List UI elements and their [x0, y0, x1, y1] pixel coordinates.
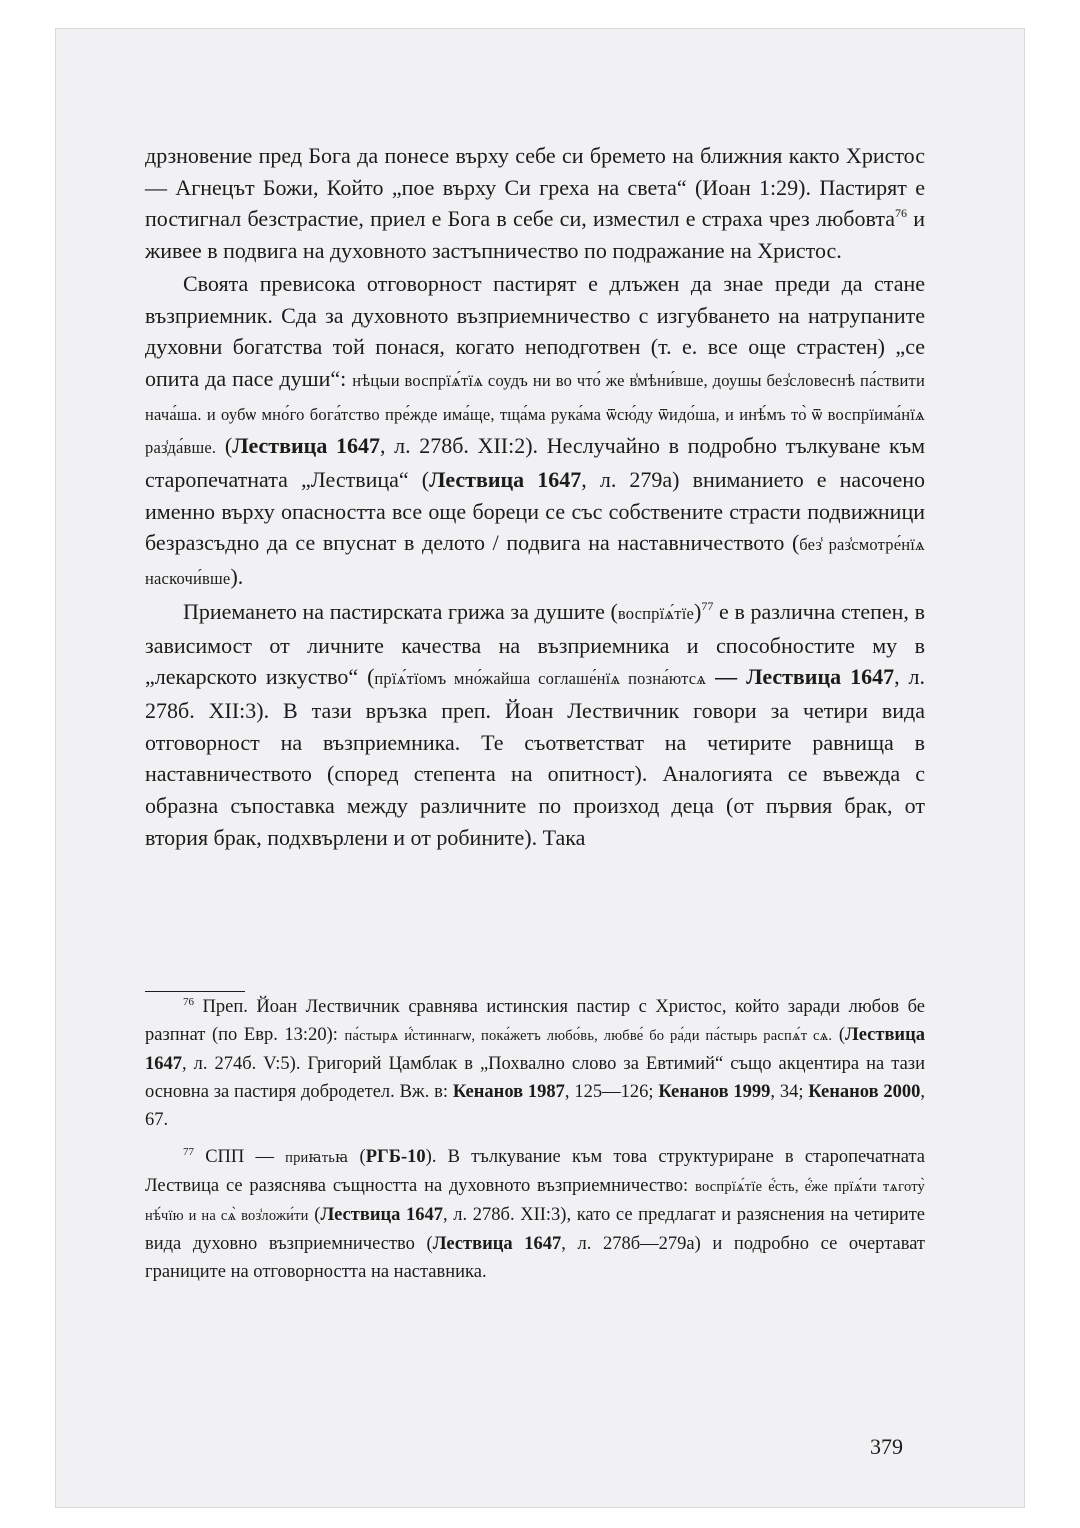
page-number: 379 — [870, 1434, 903, 1459]
source-citation: Лествица 1647 — [432, 1234, 562, 1254]
paragraph-3: Приемането на пастирската грижа за душите (воспрїѧ́тїе)$^{77}$ е в различна степен, в зависимост от личните качества на възприемника и способностите му в „лекарското изкуство“ (прїѧ́тїомъ мно́жайша соглаше́нїѧ позна́ютсѧ — Лествица 1647, л. 278б. XII:3). В тази връзка преп. Йоан Лествичник говори за четири вида отговорност на възприемника. Те съответстват на четирите равнища в наставничеството (според степента на опитност). Аналогията се въвежда с образна съпоставка между различните по произход деца (от първия брак, от втория брак, подхвърлени и от робините). Така — [145, 598, 925, 850]
footnote-number: 77 — [183, 1146, 194, 1158]
footnote-reference-76[interactable]: 76 — [894, 206, 907, 221]
source-citation: Лествица 1647 — [232, 433, 380, 459]
church-slavonic-quote: па́стырѧ и҆́стиннагѡ, пока́жетъ любо́вь, любве́ бо ра́ди па́стырь распѧ́т сѧ. — [344, 1028, 833, 1044]
paragraph-1: дрзновение пред Бога да понесе върху себе си бремето на ближния както Христос — Агнецът Божи, Който „пое върху Си греха на света“ (Иоан 1:29). Пастирят е постигнал безстрастие, приел е Бога в себе си, изместил е страха чрез любовта$^{76}$ и живее в подвига на духовното застъпничество по подражание на Христос. — [145, 143, 925, 264]
footnote-separator — [145, 991, 245, 992]
church-slavonic-quote: прїѧ́тїомъ мно́жайша соглаше́нїѧ позна́ютсѧ — [374, 669, 707, 689]
paragraph-2: Своята превисока отговорност пастирят е длъжен да знае преди да стане възприемник. Сда за духовното възприемничество с изгубването на натрупаните духовни богатства той понася, когато неподготвен (т. е. все още страстен) „се опита да пасе души“: нѣцыи воспрїѧ́тїѧ соудъ ни во что́ же в̾мѣни́вше, доушы без̾словеснѣ па́ствити нача́ша. и оубѡ мно́го бога́тство пре́жде има́ще, тща́ма рука́ма ѿсю́ду ѿидо́ша, и инѣ́мъ то̀ ѿ воспрїима́нїѧ раз̾да́вше. (Лествица 1647, л. 278б. XII:2). Неслучайно в подробно тълкуване към старопечатната „Лествица“ (Лествица 1647, л. 279а) вниманието е насочено именно върху опасността все още бореци се със собствените страсти подвижници безразсъдно да се впуснат в делото / подвига на наставничеството (без̾ раз̾смотре́нїѧ наскочи́вше). — [145, 270, 925, 590]
church-slavonic-term: приꙗтьꙗ — [285, 1150, 349, 1166]
source-citation: Кенанов 1987 — [452, 1082, 565, 1102]
source-citation: Кенанов 1999 — [658, 1082, 771, 1102]
main-text — [145, 140, 925, 853]
church-slavonic-quote: воспрїѧ́тїе е҆́сть, е҆́же прїѧ́ти тѧготу̀ нѣ́чїю и на сѧ̀ воз̾ложи́ти — [145, 1179, 926, 1224]
footnote-number: 76 — [183, 996, 194, 1008]
church-slavonic-term: воспрїѧ́тїе — [617, 603, 695, 623]
source-citation: Лествица 1647 — [145, 1025, 925, 1074]
source-citation: Лествица 1647 — [429, 467, 582, 493]
footnote-76: $^{76}$ Преп. Йоан Лествичник сравнява истинския пастир с Христос, който заради любов бе разпнат (по Евр. 13:20): па́стырѧ и҆́стиннагѡ, пока́жетъ любо́вь, любве́ бо ра́ди па́стырь распѧ́т сѧ. (Лествица 1647, л. 274б. V:5). Григорий Цамблак в „Похвално слово за Евтимий“ също акцентира на тази основна за пастиря добродетел. Вж. в: Кенанов 1987, 125—126; Кенанов 1999, 34; Кенанов 2000, 67. — [145, 996, 926, 1130]
source-citation: Лествица 1647 — [746, 664, 895, 690]
church-slavonic-quote: без̾ раз̾смотре́нїѧ наскочи́вше — [145, 535, 925, 589]
footnote-77: $^{77}$ СПП — приꙗтьꙗ (РГБ-10). В тълкувание към това структуриране в старопечатната Лествица се разяснява същността на духовното възприемничество: воспрїѧ́тїе е҆́сть, е҆́же прїѧ́ти тѧготу̀ нѣ́чїю и на сѧ̀ воз̾ложи́ти (Лествица 1647, л. 278б. XII:3), като се предлагат и разяснения на четирите вида духовно възприемничество (Лествица 1647, л. 278б—279а) и подробно се очертават границите на отговорността на наставника. — [145, 1146, 926, 1282]
source-citation: Лествица 1647 — [320, 1205, 444, 1225]
church-slavonic-quote: нѣцыи воспрїѧ́тїѧ соудъ ни во что́ же в̾мѣни́вше, доушы без̾словеснѣ па́ствити нача́ша. и оубѡ мно́го бога́тство пре́жде има́ще, тща́ма рука́ма ѿсю́ду ѿидо́ша, и инѣ́мъ то̀ ѿ воспрїима́нїѧ раз̾да́вше. — [145, 370, 925, 458]
source-citation: РГБ-10 — [365, 1147, 426, 1167]
source-citation: Кенанов 2000 — [808, 1082, 921, 1102]
footnote-reference-77[interactable]: 77 — [701, 598, 714, 613]
footnotes — [145, 993, 925, 1286]
